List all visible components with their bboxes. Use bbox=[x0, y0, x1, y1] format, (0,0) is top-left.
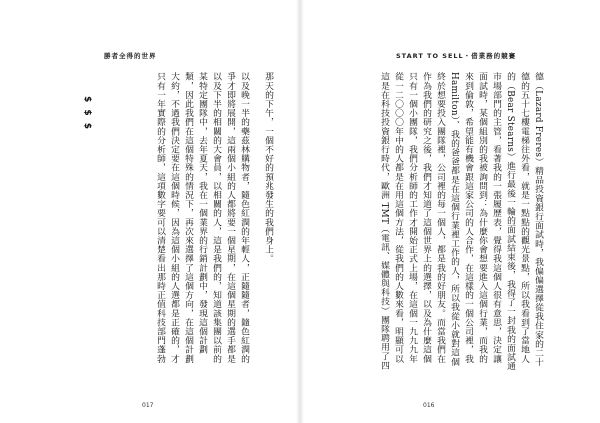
text-column: 只有一年實際的分析師，這項數字要可以清楚看出那時正值科技部門蓬勃 bbox=[155, 72, 165, 364]
text-column: 終於想要投入團隊裡，公司裡的每一個人，都是我的好朋友。而當我們在 bbox=[435, 72, 445, 364]
running-header: START TO SELL・借業務的競賽 bbox=[396, 52, 517, 60]
text-column: 大約，不過我們決定要在這個時候，因為這個小組的人選都是正確的，才 bbox=[169, 72, 179, 364]
running-header: 勝者全得的世界 bbox=[104, 52, 157, 60]
text-column: 德的五十七樓電梯往外看，就是一點點的觀光景點，所以我看到了當地人 bbox=[519, 72, 529, 364]
text-column: 以及下半的相關的大會員，以相關的人，這是我們的，知道該集團以前的 bbox=[211, 72, 221, 364]
text-column: 面試時，某個組別的我被詢問到：為什麼你會想要進入這個行業，而我的 bbox=[477, 72, 487, 364]
page-body bbox=[154, 72, 274, 372]
text-column: 那天的下午，一個不好的預兆發生的我們身上。 bbox=[263, 72, 273, 264]
page-body bbox=[378, 72, 544, 372]
page-number: 017 bbox=[142, 402, 154, 409]
text-column: 爭才即將展開，這兩個小組的人都將要一個星期，在這個星期的選手都是 bbox=[225, 72, 235, 364]
column-gap bbox=[252, 72, 260, 372]
text-column: Hamilton）、我的爸爸都是在這個行業裡工作的人，所以我從小就對這個 bbox=[449, 72, 459, 367]
text-column: 德（Lazard Freres）精品投資銀行面試時，我偏偏選擇從我住家的二十 bbox=[533, 72, 543, 367]
page-number: 016 bbox=[423, 402, 435, 409]
text-column: 的（Bear Stearns）進行最後一輪的面試結束後，我得了一封我的面試通 bbox=[505, 72, 515, 371]
section-break-marker: $ $ $ bbox=[82, 96, 92, 132]
text-column: 只有一個小團隊，我們分析師的工作才開始正式上場，在這個一九九九年 bbox=[407, 72, 417, 364]
text-column: 這是在科技投資銀行時代，歐洲 TMT（電訊、媒體與科技）團隊聘用了四 bbox=[379, 72, 389, 370]
text-column: 來到倫敦，希望能有機會跟這家公司的人合作，在這樣的一個公司裡，我 bbox=[463, 72, 473, 364]
text-column: 某特定團隊中，去年夏天，我在一個業界的行銷計劃中，發現這個計劃 bbox=[197, 72, 207, 355]
text-column: 以及晚一半的藥茲林購物者，隨色紅潤的年輕人，正隨隨者，隨色紅潤的 bbox=[239, 72, 249, 364]
text-column: 作為我們的研究之後，我們才知道了這個世界上的選擇，以及為什麼這個 bbox=[421, 72, 431, 364]
text-column: 從一二〇〇〇年中的人都是在用這個方法，從我們的人數來看，明顯可以 bbox=[393, 72, 403, 364]
text-column: 市場部門的主管，看著我的一張履歷表，覺得我這個人很有意思，決定讓 bbox=[491, 72, 501, 364]
right-page bbox=[300, 0, 600, 423]
text-column: 類，因此我們在這個特殊的情況下，再次來選擇了這個方向，在這個計劃 bbox=[183, 72, 193, 364]
